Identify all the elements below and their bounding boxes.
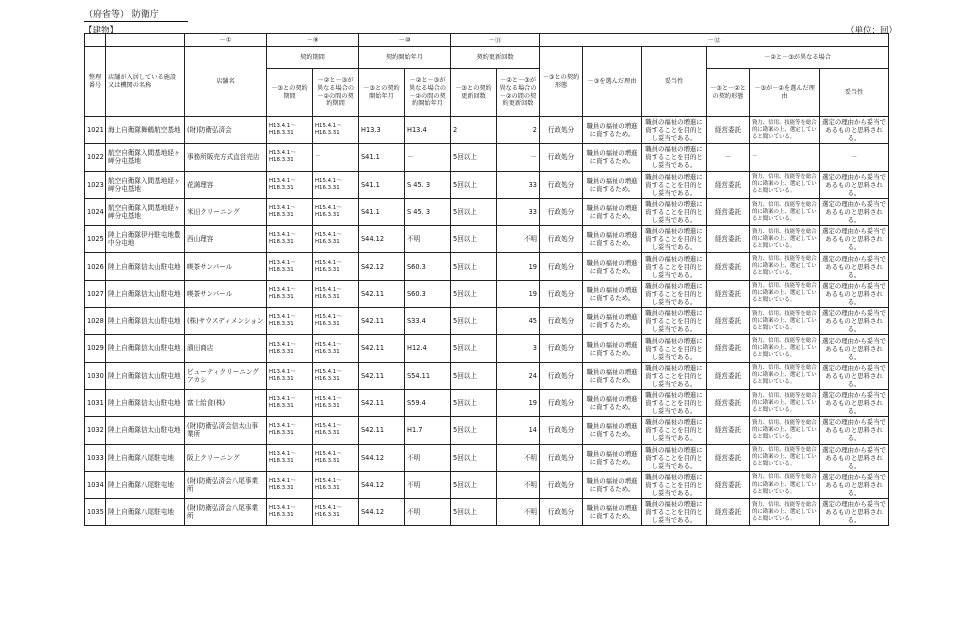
table-row: [85, 417, 889, 444]
renew-count-2: 33: [497, 171, 540, 198]
facility-name: 陸上自衛隊伊丹駐屯地豊中分屯地: [106, 226, 185, 253]
facility-name: 陸上自衛隊八尾駐屯地: [106, 499, 185, 526]
contract-period: H13.4.1～H18.3.31: [267, 198, 313, 225]
validity: 職員の福祉の増進に資することを目的とし妥当である。: [642, 308, 707, 335]
contract-form: 行政処分: [540, 499, 583, 526]
validity: 職員の福祉の増進に資することを目的とし妥当である。: [642, 253, 707, 280]
contract-period: H13.4.1～H18.3.31: [267, 226, 313, 253]
table-row: [85, 144, 889, 171]
subgroup-period: 契約期間: [267, 47, 359, 69]
renew-count: 5回以上: [451, 389, 497, 416]
ministry-underline: [84, 21, 188, 22]
col-header-renew-2: －②と－③が異なる場合の－②の間の契約更新回数: [497, 69, 540, 117]
validity: 職員の福祉の増進に資することを目的とし妥当である。: [642, 144, 707, 171]
contract-form-2: 経営委託: [707, 198, 750, 225]
renew-count-2: 不明: [497, 471, 540, 498]
contract-form: 行政処分: [540, 471, 583, 498]
facility-name: 陸上自衛隊信太山駐屯地: [106, 417, 185, 444]
subgroup-renew: 契約更新回数: [451, 47, 540, 69]
contract-period-2: H15.4.1～H16.3.31: [313, 198, 359, 225]
contract-period-2: H15.4.1～H16.3.31: [313, 499, 359, 526]
start-date: S42.11: [359, 308, 405, 335]
renew-count-2: 3: [497, 335, 540, 362]
col-header-form: －③との契約形態: [540, 47, 583, 117]
contract-period-2: H15.4.1～H16.3.31: [313, 253, 359, 280]
selection-reason-2: 資力、信用、技能等を総合的に勘案の上、選定していると聞いている。: [750, 471, 820, 498]
validity: 職員の福祉の増進に資することを目的とし妥当である。: [642, 335, 707, 362]
selection-reason: 職員の福祉の増進に資するため。: [583, 308, 642, 335]
validity-2: 選定の理由から妥当であるものと思料される。: [820, 335, 889, 362]
shop-name: (財)防衛弘済会八尾事業所: [185, 471, 267, 498]
renew-count-2: 19: [497, 389, 540, 416]
start-date-2: S54.11: [405, 362, 451, 389]
group-header-10: －⑩: [359, 34, 451, 47]
shop-name: 喫茶サンパール: [185, 253, 267, 280]
shop-name: (財)防衛弘済会八尾事業所: [185, 499, 267, 526]
validity-2: 選定の理由から妥当であるものと思料される。: [820, 499, 889, 526]
start-date: S42.11: [359, 335, 405, 362]
contract-period: H13.4.1～H18.3.31: [267, 417, 313, 444]
corner-blank-1: [85, 34, 106, 47]
start-date-2: S59.4: [405, 389, 451, 416]
renew-count-2: 19: [497, 280, 540, 307]
table-row: [85, 253, 889, 280]
corner-blank-2: [106, 34, 185, 47]
facility-name: 陸上自衛隊信太山駐屯地: [106, 362, 185, 389]
col-header-period-2: －②と－③が異なる場合の－②の間の契約期間: [313, 69, 359, 117]
contract-period-2: H15.4.1～H16.3.31: [313, 226, 359, 253]
validity-2: 選定の理由から妥当であるものと思料される。: [820, 417, 889, 444]
col-header-reason-2: －③が－②を選んだ理由: [750, 69, 820, 117]
shop-name: ビューティクリーニングアカシ: [185, 362, 267, 389]
start-date-2: 不明: [405, 471, 451, 498]
contract-period-2: H15.4.1～H16.3.31: [313, 335, 359, 362]
contract-form: 行政処分: [540, 171, 583, 198]
contract-form: 行政処分: [540, 308, 583, 335]
row-number: 1031: [85, 389, 106, 416]
selection-reason: 職員の福祉の増進に資するため。: [583, 198, 642, 225]
contract-period-2: H15.4.1～H16.3.31: [313, 171, 359, 198]
subgroup-diff: －②と－③が異なる場合: [707, 47, 889, 69]
start-date: S42.11: [359, 417, 405, 444]
shop-name: (株)サウスディメンション: [185, 308, 267, 335]
shop-name: 西山理容: [185, 226, 267, 253]
contract-period: H13.4.1～H18.3.31: [267, 308, 313, 335]
row-number: 1027: [85, 280, 106, 307]
facility-name: 航空自衛隊入間基地経ヶ岬分屯基地: [106, 198, 185, 225]
start-date-2: H12.4: [405, 335, 451, 362]
contract-form-2: －: [707, 144, 750, 171]
contract-period: H13.4.1～H18.3.31: [267, 444, 313, 471]
selection-reason-2: 資力、信用、技能等を総合的に勘案の上、選定していると聞いている。: [750, 335, 820, 362]
start-date: S44.12: [359, 444, 405, 471]
contract-period: H13.4.1～H18.3.31: [267, 171, 313, 198]
renew-count: 5回以上: [451, 444, 497, 471]
ministry-label: （府省等） 防衛庁: [84, 10, 159, 20]
col-header-validity-2: 妥当性: [820, 69, 889, 117]
start-date: S44.12: [359, 499, 405, 526]
contract-form: 行政処分: [540, 198, 583, 225]
category-label: 【建物】: [84, 26, 119, 36]
row-number: 1023: [85, 171, 106, 198]
contract-form: 行政処分: [540, 389, 583, 416]
contract-form-2: 経営委託: [707, 362, 750, 389]
row-number: 1022: [85, 144, 106, 171]
start-date: S42.11: [359, 389, 405, 416]
contract-period-2: H15.4.1～H16.3.31: [313, 444, 359, 471]
facility-name: 海上自衛隊舞鶴航空基地: [106, 117, 185, 144]
table-row: [85, 335, 889, 362]
shop-name: 濱田商店: [185, 335, 267, 362]
renew-count-2: 不明: [497, 226, 540, 253]
contract-period: H13.4.1～H18.3.31: [267, 389, 313, 416]
start-date-2: －: [405, 144, 451, 171]
selection-reason-2: 資力、信用、技能等を総合的に勘案の上、選定していると聞いている。: [750, 444, 820, 471]
shop-name: 事務所販売方式直営売店: [185, 144, 267, 171]
table-row: [85, 280, 889, 307]
facility-name: 陸上自衛隊信太山駐屯地: [106, 389, 185, 416]
renew-count: 5回以上: [451, 144, 497, 171]
selection-reason-2: 資力、信用、技能等を総合的に勘案の上、選定していると聞いている。: [750, 362, 820, 389]
start-date-2: 不明: [405, 444, 451, 471]
contract-form: 行政処分: [540, 335, 583, 362]
validity: 職員の福祉の増進に資することを目的とし妥当である。: [642, 198, 707, 225]
validity: 職員の福祉の増進に資することを目的とし妥当である。: [642, 226, 707, 253]
selection-reason: 職員の福祉の増進に資するため。: [583, 280, 642, 307]
contract-period-2: H15.4.1～H16.3.31: [313, 389, 359, 416]
row-number: 1029: [85, 335, 106, 362]
renew-count: 5回以上: [451, 417, 497, 444]
start-date-2: H13.4: [405, 117, 451, 144]
renew-count: 5回以上: [451, 471, 497, 498]
renew-count-2: 2: [497, 117, 540, 144]
selection-reason: 職員の福祉の増進に資するため。: [583, 362, 642, 389]
row-number: 1032: [85, 417, 106, 444]
selection-reason-2: 資力、信用、技能等を総合的に勘案の上、選定していると聞いている。: [750, 117, 820, 144]
contract-period-2: H15.4.1～H16.3.31: [313, 362, 359, 389]
facility-name: 航空自衛隊入間基地経ヶ岬分屯基地: [106, 144, 185, 171]
table-row: [85, 389, 889, 416]
contract-form-2: 経営委託: [707, 280, 750, 307]
start-date-2: S33.4: [405, 308, 451, 335]
table-row: [85, 444, 889, 471]
row-number: 1033: [85, 444, 106, 471]
validity-2: 選定の理由から妥当であるものと思料される。: [820, 471, 889, 498]
contract-table: [84, 33, 889, 526]
selection-reason-2: 資力、信用、技能等を総合的に勘案の上、選定していると聞いている。: [750, 280, 820, 307]
contract-period: H13.4.1～H18.3.31: [267, 335, 313, 362]
start-date-2: S60.3: [405, 280, 451, 307]
contract-form-2: 経営委託: [707, 417, 750, 444]
renew-count: 5回以上: [451, 308, 497, 335]
renew-count-2: 14: [497, 417, 540, 444]
validity-2: －: [820, 144, 889, 171]
selection-reason-2: －: [750, 144, 820, 171]
validity-2: 選定の理由から妥当であるものと思料される。: [820, 117, 889, 144]
validity-2: 選定の理由から妥当であるものと思料される。: [820, 171, 889, 198]
renew-count: 5回以上: [451, 335, 497, 362]
facility-name: 陸上自衛隊八尾駐屯地: [106, 444, 185, 471]
selection-reason: 職員の福祉の増進に資するため。: [583, 171, 642, 198]
shop-name: (財)防衛弘済会信太山事業所: [185, 417, 267, 444]
renew-count: 5回以上: [451, 280, 497, 307]
shop-name: (財)防衛弘済会: [185, 117, 267, 144]
contract-form: 行政処分: [540, 362, 583, 389]
contract-form: 行政処分: [540, 117, 583, 144]
table-row: [85, 471, 889, 498]
renew-count-2: 33: [497, 198, 540, 225]
start-date-2: S 45. 3: [405, 198, 451, 225]
renew-count-2: －: [497, 144, 540, 171]
validity: 職員の福祉の増進に資することを目的とし妥当である。: [642, 117, 707, 144]
start-date-2: S 45. 3: [405, 171, 451, 198]
row-number: 1035: [85, 499, 106, 526]
selection-reason: 職員の福祉の増進に資するため。: [583, 499, 642, 526]
validity-2: 選定の理由から妥当であるものと思料される。: [820, 280, 889, 307]
subgroup-start: 契約開始年月: [359, 47, 451, 69]
row-number: 1021: [85, 117, 106, 144]
start-date: S41.1: [359, 171, 405, 198]
validity: 職員の福祉の増進に資することを目的とし妥当である。: [642, 499, 707, 526]
contract-form-2: 経営委託: [707, 471, 750, 498]
contract-period-2: H15.4.1～H16.3.31: [313, 280, 359, 307]
validity: 職員の福祉の増進に資することを目的とし妥当である。: [642, 417, 707, 444]
start-date: S42.11: [359, 362, 405, 389]
group-header-11: －⑪: [451, 34, 540, 47]
validity: 職員の福祉の増進に資することを目的とし妥当である。: [642, 171, 707, 198]
facility-name: 陸上自衛隊信太山駐屯地: [106, 280, 185, 307]
facility-name: 航空自衛隊入間基地経ヶ岬分屯基地: [106, 171, 185, 198]
col-header-form-2: －③と－②との契約形態: [707, 69, 750, 117]
contract-form: 行政処分: [540, 144, 583, 171]
group-header-1: －①: [185, 34, 267, 47]
contract-period: H13.4.1～H18.3.31: [267, 253, 313, 280]
validity: 職員の福祉の増進に資することを目的とし妥当である。: [642, 362, 707, 389]
validity: 職員の福祉の増進に資することを目的とし妥当である。: [642, 444, 707, 471]
contract-form-2: 経営委託: [707, 308, 750, 335]
selection-reason: 職員の福祉の増進に資するため。: [583, 471, 642, 498]
col-header-validity: 妥当性: [642, 47, 707, 117]
selection-reason: 職員の福祉の増進に資するため。: [583, 389, 642, 416]
col-header-start-3: －③との契約開始年月: [359, 69, 405, 117]
validity-2: 選定の理由から妥当であるものと思料される。: [820, 198, 889, 225]
start-date-2: 不明: [405, 499, 451, 526]
validity-2: 選定の理由から妥当であるものと思料される。: [820, 362, 889, 389]
row-number: 1034: [85, 471, 106, 498]
selection-reason: 職員の福祉の増進に資するため。: [583, 144, 642, 171]
renew-count: 2: [451, 117, 497, 144]
selection-reason-2: 資力、信用、技能等を総合的に勘案の上、選定していると聞いている。: [750, 417, 820, 444]
table-row: [85, 171, 889, 198]
contract-period-2: －: [313, 144, 359, 171]
selection-reason: 職員の福祉の増進に資するため。: [583, 117, 642, 144]
selection-reason: 職員の福祉の増進に資するため。: [583, 226, 642, 253]
shop-name: 喫茶サンパール: [185, 280, 267, 307]
contract-form: 行政処分: [540, 226, 583, 253]
facility-name: 陸上自衛隊信太山駐屯地: [106, 335, 185, 362]
start-date: S42.12: [359, 253, 405, 280]
table-row: [85, 308, 889, 335]
contract-period: H13.4.1～H18.3.31: [267, 280, 313, 307]
row-number: 1030: [85, 362, 106, 389]
contract-period: H13.4.1～H18.3.31: [267, 471, 313, 498]
contract-form-2: 経営委託: [707, 389, 750, 416]
col-header-reason: －③を選んだ理由: [583, 47, 642, 117]
col-header-period-3: －③との契約期間: [267, 69, 313, 117]
row-number: 1024: [85, 198, 106, 225]
contract-form-2: 経営委託: [707, 499, 750, 526]
contract-form-2: 経営委託: [707, 444, 750, 471]
contract-period: H13.4.1～H18.3.31: [267, 117, 313, 144]
selection-reason-2: 資力、信用、技能等を総合的に勘案の上、選定していると聞いている。: [750, 226, 820, 253]
selection-reason-2: 資力、信用、技能等を総合的に勘案の上、選定していると聞いている。: [750, 253, 820, 280]
contract-form-2: 経営委託: [707, 253, 750, 280]
group-header-12: －⑫: [540, 34, 889, 47]
renew-count-2: 24: [497, 362, 540, 389]
renew-count-2: 45: [497, 308, 540, 335]
renew-count: 5回以上: [451, 499, 497, 526]
start-date: S41.1: [359, 144, 405, 171]
contract-form-2: 経営委託: [707, 171, 750, 198]
renew-count: 5回以上: [451, 362, 497, 389]
validity: 職員の福祉の増進に資することを目的とし妥当である。: [642, 471, 707, 498]
shop-name: 花満理容: [185, 171, 267, 198]
selection-reason-2: 資力、信用、技能等を総合的に勘案の上、選定していると聞いている。: [750, 389, 820, 416]
contract-form-2: 経営委託: [707, 226, 750, 253]
unit-label: （単位：回）: [846, 26, 898, 36]
contract-form: 行政処分: [540, 417, 583, 444]
validity-2: 選定の理由から妥当であるものと思料される。: [820, 253, 889, 280]
selection-reason: 職員の福祉の増進に資するため。: [583, 335, 642, 362]
facility-name: 陸上自衛隊八尾駐屯地: [106, 471, 185, 498]
validity-2: 選定の理由から妥当であるものと思料される。: [820, 308, 889, 335]
table-row: [85, 117, 889, 144]
col-header-facility: 店舗が入居している施設又は機関の名称: [106, 47, 185, 117]
contract-period: H13.4.1～H18.3.31: [267, 144, 313, 171]
validity-2: 選定の理由から妥当であるものと思料される。: [820, 444, 889, 471]
contract-period-2: H15.4.1～H16.3.31: [313, 117, 359, 144]
shop-name: 米田クリーニング: [185, 198, 267, 225]
renew-count-2: 19: [497, 253, 540, 280]
selection-reason: 職員の福祉の増進に資するため。: [583, 253, 642, 280]
validity-2: 選定の理由から妥当であるものと思料される。: [820, 226, 889, 253]
selection-reason-2: 資力、信用、技能等を総合的に勘案の上、選定していると聞いている。: [750, 171, 820, 198]
facility-name: 陸上自衛隊信太山駐屯地: [106, 308, 185, 335]
start-date: S42.11: [359, 280, 405, 307]
row-number: 1025: [85, 226, 106, 253]
contract-form: 行政処分: [540, 280, 583, 307]
col-header-no: 整理番号: [85, 47, 106, 117]
table-row: [85, 226, 889, 253]
col-header-start-2: －②と－③が異なる場合の－②の間の契約開始年月: [405, 69, 451, 117]
contract-period: H13.4.1～H18.3.31: [267, 362, 313, 389]
table-row: [85, 198, 889, 225]
validity-2: 選定の理由から妥当であるものと思料される。: [820, 389, 889, 416]
contract-period: H13.4.1～H18.3.31: [267, 499, 313, 526]
selection-reason-2: 資力、信用、技能等を総合的に勘案の上、選定していると聞いている。: [750, 499, 820, 526]
contract-period-2: H15.4.1～H16.3.31: [313, 417, 359, 444]
row-number: 1026: [85, 253, 106, 280]
renew-count-2: 不明: [497, 444, 540, 471]
shop-name: 富士給食(株): [185, 389, 267, 416]
col-header-shop: 店舗名: [185, 47, 267, 117]
start-date: S41.1: [359, 198, 405, 225]
start-date-2: 不明: [405, 226, 451, 253]
contract-form-2: 経営委託: [707, 335, 750, 362]
shop-name: 阪上クリーニング: [185, 444, 267, 471]
contract-period-2: H15.4.1～H16.3.31: [313, 471, 359, 498]
renew-count: 5回以上: [451, 198, 497, 225]
row-number: 1028: [85, 308, 106, 335]
selection-reason-2: 資力、信用、技能等を総合的に勘案の上、選定していると聞いている。: [750, 308, 820, 335]
contract-period-2: H15.4.1～H16.3.31: [313, 308, 359, 335]
col-header-renew-3: －③との契約更新回数: [451, 69, 497, 117]
table-row: [85, 499, 889, 526]
selection-reason-2: 資力、信用、技能等を総合的に勘案の上、選定していると聞いている。: [750, 198, 820, 225]
start-date: H13.3: [359, 117, 405, 144]
contract-form-2: 経営委託: [707, 117, 750, 144]
renew-count-2: 不明: [497, 499, 540, 526]
renew-count: 5回以上: [451, 253, 497, 280]
table-row: [85, 362, 889, 389]
start-date-2: S60.3: [405, 253, 451, 280]
start-date: S44.12: [359, 226, 405, 253]
validity: 職員の福祉の増進に資することを目的とし妥当である。: [642, 280, 707, 307]
renew-count: 5回以上: [451, 226, 497, 253]
selection-reason: 職員の福祉の増進に資するため。: [583, 417, 642, 444]
table-body: [85, 117, 889, 526]
facility-name: 陸上自衛隊信太山駐屯地: [106, 253, 185, 280]
start-date-2: H1.7: [405, 417, 451, 444]
contract-form: 行政処分: [540, 444, 583, 471]
group-header-9: －⑨: [267, 34, 359, 47]
start-date: S44.12: [359, 471, 405, 498]
selection-reason: 職員の福祉の増進に資するため。: [583, 444, 642, 471]
renew-count: 5回以上: [451, 171, 497, 198]
contract-form: 行政処分: [540, 253, 583, 280]
validity: 職員の福祉の増進に資することを目的とし妥当である。: [642, 389, 707, 416]
